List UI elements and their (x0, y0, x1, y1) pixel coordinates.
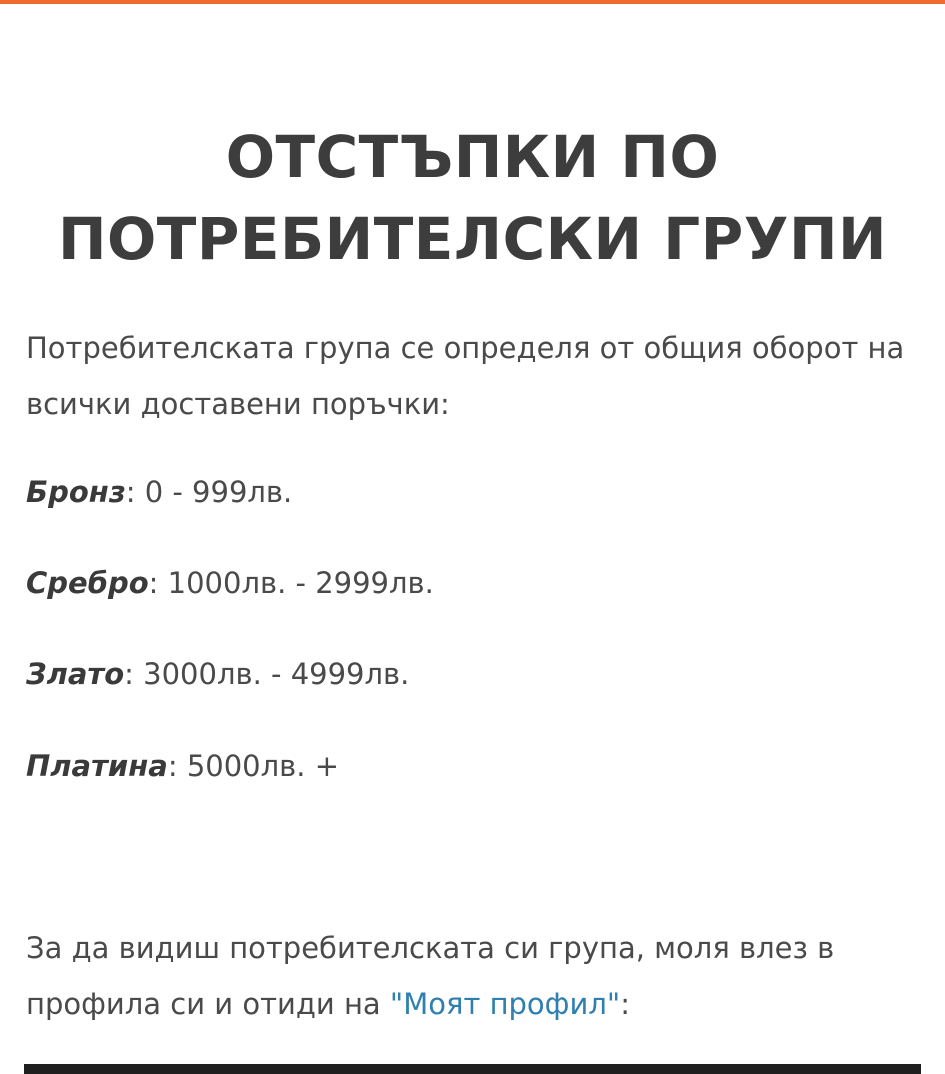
page-title (0, 116, 945, 280)
tier-range-platinum: 5000лв. + (186, 749, 339, 783)
tier-range-bronze: 0 - 999лв. (144, 475, 293, 509)
outro-colon: : (620, 987, 630, 1021)
top-accent-bar (0, 0, 945, 4)
outro-text: За да видиш потребителската си група, моля влез в профила си и отиди на (26, 931, 835, 1021)
tier-name-platinum: Платина (26, 749, 168, 783)
tier-name-bronze: Бронз (26, 475, 126, 509)
page-title-line-1: ОТСТЪПКИ ПО (225, 123, 720, 191)
tier-gold: Злато: 3000лв. - 4999лв. (26, 657, 410, 691)
tier-range-silver: 1000лв. - 2999лв. (167, 566, 434, 600)
dark-content-strip (24, 1064, 921, 1074)
tier-silver: Сребро: 1000лв. - 2999лв. (26, 566, 434, 600)
tier-bronze: Бронз: 0 - 999лв. (26, 475, 293, 509)
outro-paragraph (26, 920, 926, 1032)
page-title-line-2: ПОТРЕБИТЕЛСКИ ГРУПИ (57, 205, 888, 273)
intro-paragraph: Потребителската група се определя от общия оборот на всички доставени поръчки: (26, 331, 905, 421)
tier-range-gold: 3000лв. - 4999лв. (143, 657, 410, 691)
tier-platinum: Платина: 5000лв. + (26, 749, 339, 783)
tier-name-gold: Злато (26, 657, 125, 691)
my-profile-link[interactable]: "Моят профил" (389, 987, 621, 1021)
tier-name-silver: Сребро (26, 566, 149, 600)
